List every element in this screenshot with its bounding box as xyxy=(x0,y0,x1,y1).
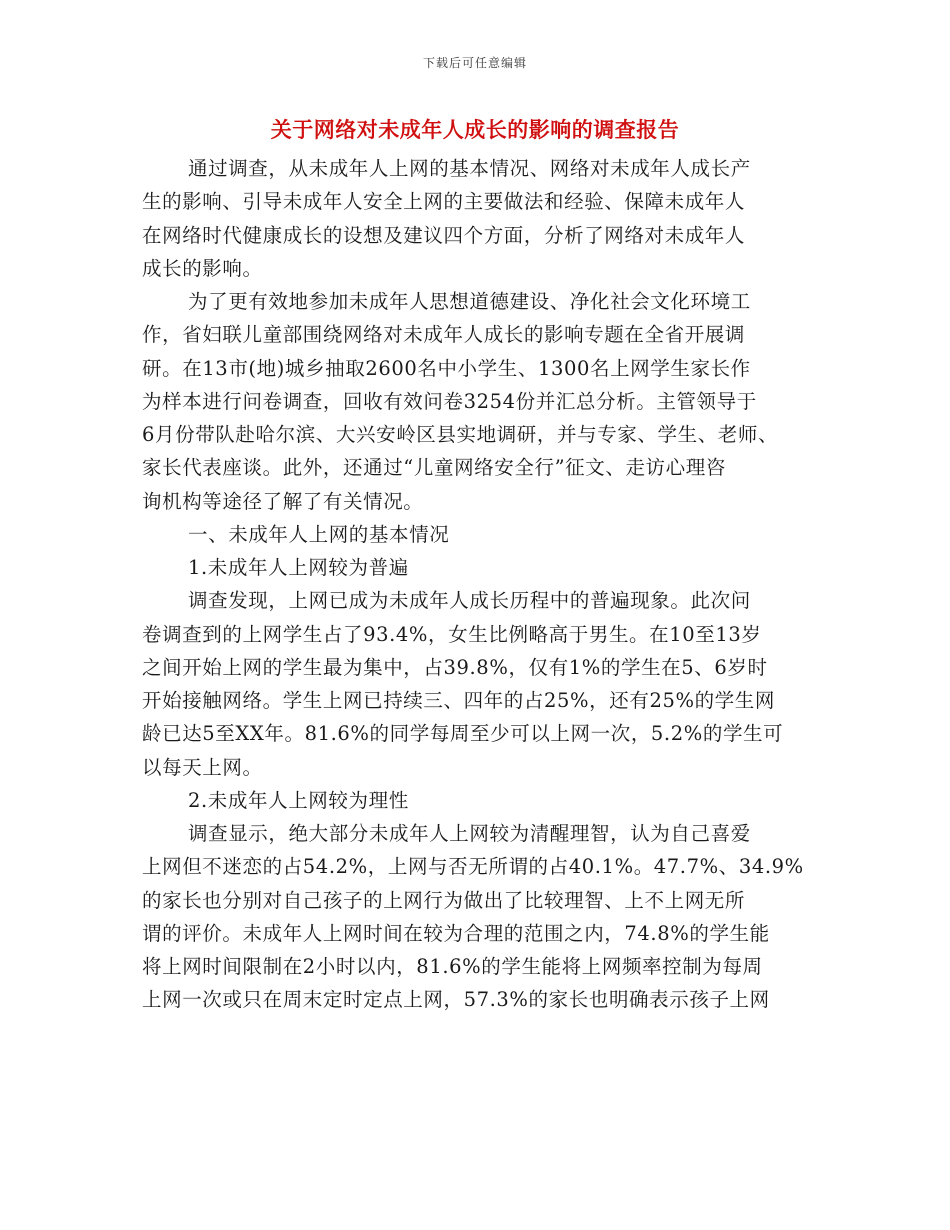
text-line: 谓的评价。未成年人上网时间在较为合理的范围之内，74.8%的学生能 xyxy=(142,921,770,945)
text-line: 成长的影响。 xyxy=(142,256,263,280)
text-line: 龄已达5至XX年。81.6%的同学每周至少可以上网一次，5.2%的学生可 xyxy=(142,722,784,746)
text-line: 在网络时代健康成长的设想及建议四个方面，分析了网络对未成年人 xyxy=(142,223,746,247)
text-line: 以每天上网。 xyxy=(142,755,263,779)
text-line: 生的影响、引导未成年人安全上网的主要做法和经验、保障未成年人 xyxy=(142,190,746,214)
text-line: 为样本进行问卷调查，回收有效问卷3254份并汇总分析。主管领导于 xyxy=(142,389,757,413)
text-line: 上网但不迷恋的占54.2%，上网与否无所谓的占40.1%。47.7%、34.9% xyxy=(142,855,804,879)
text-line: 家长代表座谈。此外，还通过“儿童网络安全行”征文、走访心理咨 xyxy=(142,456,726,480)
text-line: 开始接触网络。学生上网已持续三、四年的占25%，还有25%的学生网 xyxy=(142,689,775,712)
text-line: 的家长也分别对自己孩子的上网行为做出了比较理智、上不上网无所 xyxy=(142,888,746,912)
text-line: 作，省妇联儿童部围绕网络对未成年人成长的影响专题在全省开展调 xyxy=(142,323,746,347)
text-line: 调查发现，上网已成为未成年人成长历程中的普遍现象。此次问 xyxy=(188,589,751,613)
text-line: 之间开始上网的学生最为集中，占39.8%，仅有1%的学生在5、6岁时 xyxy=(142,655,768,679)
text-line: 2.未成年人上网较为理性 xyxy=(188,788,409,812)
text-line: 将上网时间限制在2小时以内，81.6%的学生能将上网频率控制为每周 xyxy=(142,955,763,978)
text-line: 6月份带队赴哈尔滨、大兴安岭区县实地调研，并与专家、学生、老师、 xyxy=(142,423,779,446)
text-line: 1.未成年人上网较为普遍 xyxy=(188,556,409,579)
text-line: 为了更有效地参加未成年人思想道德建设、净化社会文化环境工 xyxy=(188,290,751,313)
text-line: 卷调查到的上网学生占了93.4%，女生比例略高于男生。在10至13岁 xyxy=(142,622,762,646)
document-title: 关于网络对未成年人成长的影响的调查报告 xyxy=(270,117,680,142)
document-body xyxy=(142,152,822,1017)
text-line: 上网一次或只在周末定时定点上网，57.3%的家长也明确表示孩子上网 xyxy=(142,988,770,1012)
text-line: 研。在13市(地)城乡抽取2600名中小学生、1300名上网学生家长作 xyxy=(142,356,751,380)
text-line: 一、未成年人上网的基本情况 xyxy=(188,522,450,546)
text-line: 询机构等途径了解了有关情况。 xyxy=(142,489,424,513)
text-line: 调查显示，绝大部分未成年人上网较为清醒理智，认为自己喜爱 xyxy=(188,822,751,845)
text-line: 通过调查，从未成年人上网的基本情况、网络对未成年人成长产 xyxy=(188,157,751,180)
header-note: 下载后可任意编辑 xyxy=(422,56,527,70)
